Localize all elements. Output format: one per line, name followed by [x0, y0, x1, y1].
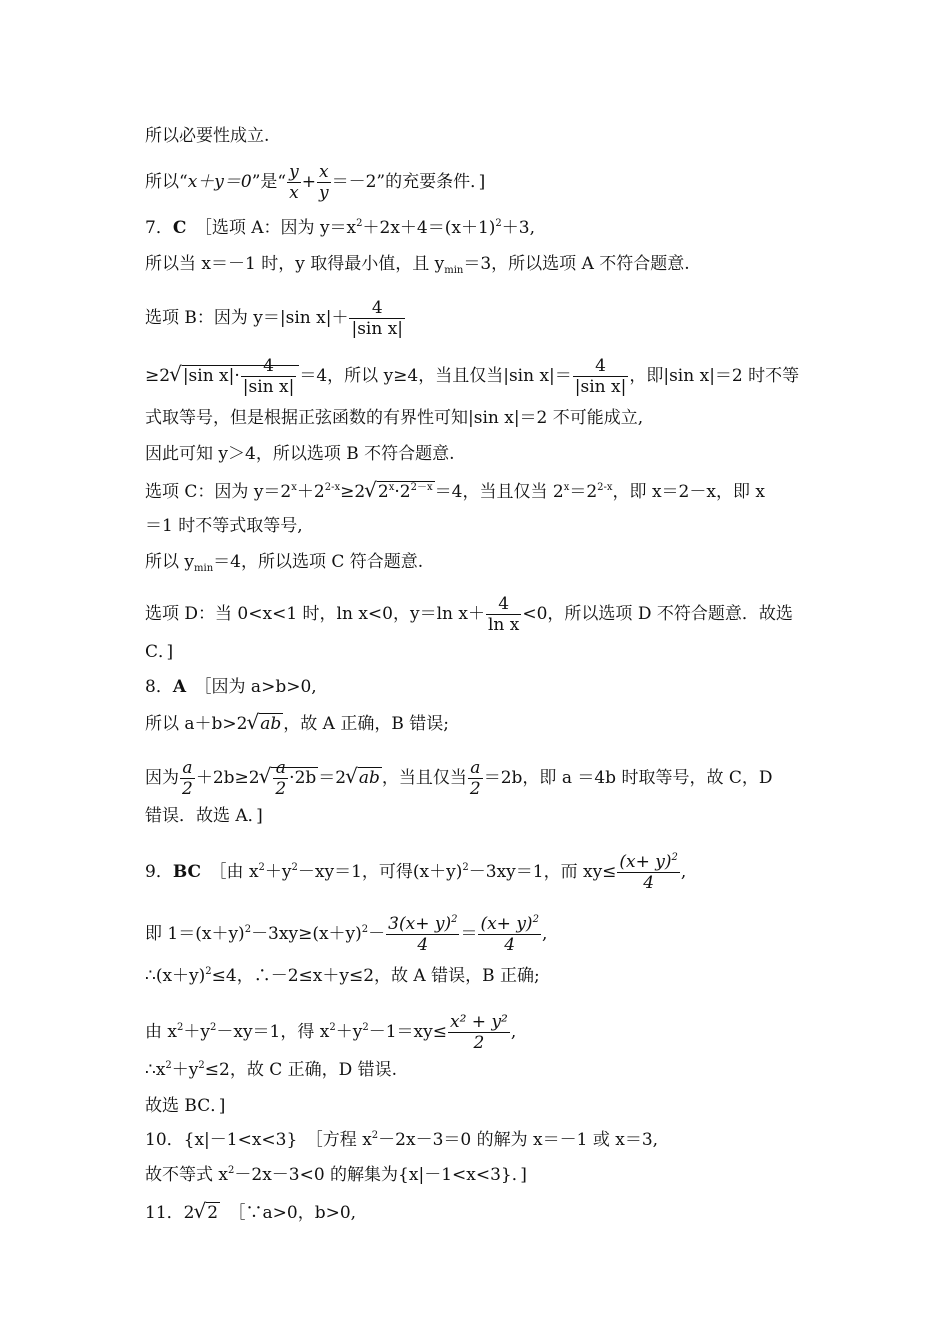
text-line: 所以必要性成立. — [145, 126, 270, 146]
fraction: $\frac{4}{\text{|sin x|}}$ — [574, 356, 627, 397]
text-line: 因此可知 y＞4，所以选项 B 不符合题意. — [145, 444, 455, 464]
fraction: $\frac{a}{2}$ — [275, 758, 287, 799]
text-line: 由 $x^2+y^2-xy=1$，得 $x^2+y^2-1=xy\le$ $\frac{\text{x² + y²}}{2}$ , — [145, 1012, 517, 1053]
text-line: 错误．故选 A．] — [145, 806, 263, 826]
text-line: ≥2√|sin x|· $\frac{4}{\text{|sin x|}}$ ＝4，所以 y≥4，当且仅当|sin x|＝ $\frac{4}{\text{|sin x|}}$ ，即|sin x|＝2 时不等 — [145, 356, 800, 397]
text-line: C．] — [145, 642, 174, 662]
question-10: 10．{x|－1<x<3} ［方程 $x^2-2x-3=0$ 的解为 x＝－1 或 x＝3, — [145, 1130, 659, 1150]
fraction: $\frac{3(x+ y)^2}{4}$ — [388, 914, 458, 955]
fraction: $\frac{x}{y}$ — [318, 162, 329, 203]
fraction: $\frac{4}{\text{|sin x|}}$ — [242, 356, 295, 397]
text-line: 故选 BC．] — [145, 1096, 226, 1116]
fraction: $\frac{\text{x² + y²}}{2}$ — [449, 1012, 508, 1053]
question-8: 8．A ［因为 a>b>0, — [145, 677, 317, 697]
text-line: 故不等式 $x^2-2x-3<0$ 的解集为{x|－1<x<3}．] — [145, 1165, 527, 1185]
fraction: $\frac{4}{\text{ln x}}$ — [487, 594, 520, 635]
text-line: 选项 D：当 0<x<1 时，ln x<0，y＝ln x＋ $\frac{4}{\text{ln x}}$ <0，所以选项 D 不符合题意．故选 — [145, 594, 793, 635]
fraction: $\frac{4}{\text{|sin x|}}$ — [351, 298, 404, 339]
text-line: 所以 $y_{min}=4$，所以选项 C 符合题意. — [145, 552, 424, 574]
text-line: ＝1 时不等式取等号, — [145, 516, 303, 536]
fraction: $\frac{(x+ y)^2}{4}$ — [480, 914, 539, 955]
text-line: 因为 $\frac{a}{2}$ ＋2b≥2√ $\frac{a}{2}$ ·2b ＝2√ab ，当且仅当 $\frac{a}{2}$ ＝2b，即 a ＝4b 时取等号，故 C，D — [145, 758, 773, 799]
text-line: 所以“x＋y＝0”是“ $\frac{y}{x}$ + $\frac{x}{y}$ ＝－2”的充要条件．] — [145, 162, 486, 203]
text-line: 选项 C：因为 $y=2^x+2^{2-x}\ge 2√2^x\cdot 2^{2-x} =4$，当且仅当 $2^x=2^{2-x}$，即 x＝2－x，即 x — [145, 478, 765, 502]
text-line: 所以 a＋b>2√ab ，故 A 正确，B 错误; — [145, 710, 449, 734]
question-11: 11．2√2 ［∵a>0，b>0, — [145, 1199, 357, 1223]
fraction: $\frac{a}{2}$ — [182, 758, 193, 799]
fraction: $\frac{a}{2}$ — [469, 758, 481, 799]
text-line: 所以当 x＝－1 时，y 取得最小值，且 $y_{min}=3$，所以选项 A 不符合题意. — [145, 254, 690, 276]
question-9: 9．BC ［由 $x^2+y^2-xy=1$，可得$(x+y)^2-3xy=1$，而 xy≤ $\frac{(x+ y)^2}{4}$ , — [145, 852, 687, 893]
text-line: $\therefore(x+y)^2\le 4$，∴－2≤x＋y≤2，故 A 错误，B 正确; — [145, 966, 540, 986]
text-line: 即 $1=(x+y)^2-3xy\ge(x+y)^2-$ $\frac{3(x+ y)^2}{4}$ ＝ $\frac{(x+ y)^2}{4}$ , — [145, 914, 548, 955]
text-line: 选项 B：因为 y＝|sin x|＋ $\frac{4}{\text{|sin x|}}$ — [145, 298, 404, 339]
text-line: $\therefore x^2+y^2\le 2$，故 C 正确，D 错误. — [145, 1060, 398, 1080]
fraction: $\frac{(x+ y)^2}{4}$ — [619, 852, 678, 893]
text-line: 式取等号，但是根据正弦函数的有界性可知|sin x|＝2 不可能成立, — [145, 408, 644, 428]
question-7: 7．C ［选项 A：因为 $y=x^2+2x+4=(x+1)^2+3$, — [145, 218, 536, 238]
fraction: $\frac{y}{x}$ — [289, 162, 299, 203]
